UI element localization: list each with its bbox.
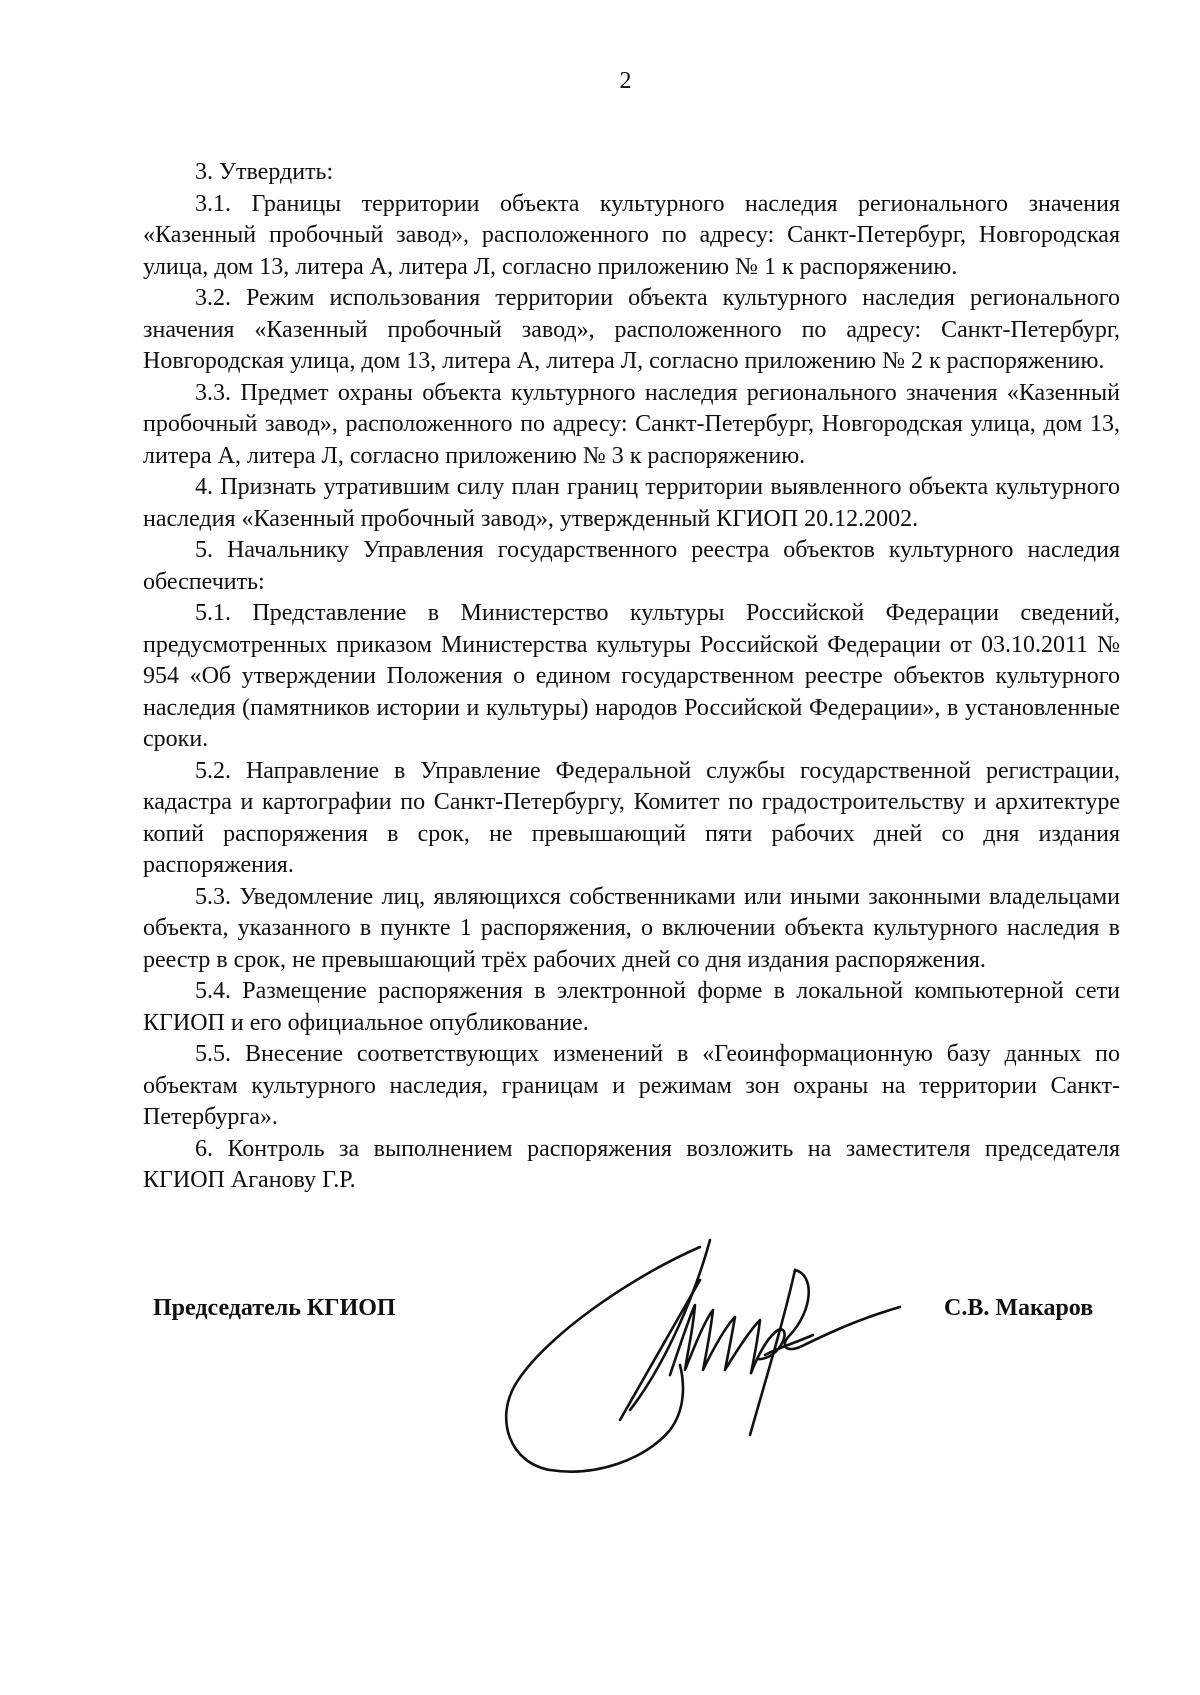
handwritten-signature-icon [495, 1235, 915, 1485]
paragraph-5: 5. Начальнику Управления государственного реестра объектов культурного наследия обеспечить: [143, 537, 1120, 595]
paragraph-6: 6. Контроль за выполнением распоряжения возложить на заместителя председателя КГИОП Аганову Г.Р. [143, 1135, 1120, 1193]
paragraph-3-2: 3.2. Режим использования территории объекта культурного наследия регионального значения «Казенный пробочный завод», расположенного по адресу: Санкт-Петербург, Новгородская улица, дом 13, литера А, литера Л, согласно приложению № 2 к распоряжению. [143, 285, 1120, 374]
page-number: 2 [619, 68, 632, 94]
paragraph-5-1: 5.1. Представление в Министерство культуры Российской Федерации сведений, предусмотренных приказом Министерства культуры Российской Федерации от 03.10.2011 № 954 «Об утверждении Положения о едином государственном реестре объектов культурного наследия (памятников истории и культуры) народов Российской Федерации», в установленные сроки. [143, 600, 1120, 752]
paragraph-3-3: 3.3. Предмет охраны объекта культурного наследия регионального значения «Казенный пробочный завод», расположенного по адресу: Санкт-Петербург, Новгородская улица, дом 13, литера А, литера Л, согласно приложению № 3 к распоряжению. [143, 379, 1120, 469]
paragraph-5-2: 5.2. Направление в Управление Федеральной службы государственной регистрации, кадастра и картографии по Санкт-Петербургу, Комитет по градостроительству и архитектуре копий распоряжения в срок, не превышающий пяти рабочих дней со дня издания распоряжения. [143, 757, 1120, 878]
signer-title: Председатель КГИОП [153, 1295, 396, 1321]
paragraph-4: 4. Признать утратившим силу план границ территории выявленного объекта культурного наследия «Казенный пробочный завод», утвержденный КГИОП 20.12.2002. [143, 474, 1120, 532]
paragraph-5-5: 5.5. Внесение соответствующих изменений в «Геоинформационную базу данных по объектам культурного наследия, границам и режимам зон охраны на территории Санкт-Петербурга». [143, 1041, 1120, 1130]
paragraph-5-3: 5.3. Уведомление лиц, являющихся собственниками или иными законными владельцами объекта, указанного в пункте 1 распоряжения, о включении объекта культурного наследия в реестр в срок, не превышающий трёх рабочих дней со дня издания распоряжения. [143, 883, 1120, 973]
paragraph-5-4: 5.4. Размещение распоряжения в электронной форме в локальной компьютерной сети КГИОП и его официальное опубликование. [143, 978, 1120, 1036]
signer-name: С.В. Макаров [944, 1295, 1094, 1321]
paragraph-3: 3. Утвердить: [195, 159, 334, 185]
paragraph-3-1: 3.1. Границы территории объекта культурного наследия регионального значения «Казенный пробочный завод», расположенного по адресу: Санкт-Петербург, Новгородская улица, дом 13, литера А, литера Л, согласно приложению № 1 к распоряжению. [143, 190, 1120, 280]
